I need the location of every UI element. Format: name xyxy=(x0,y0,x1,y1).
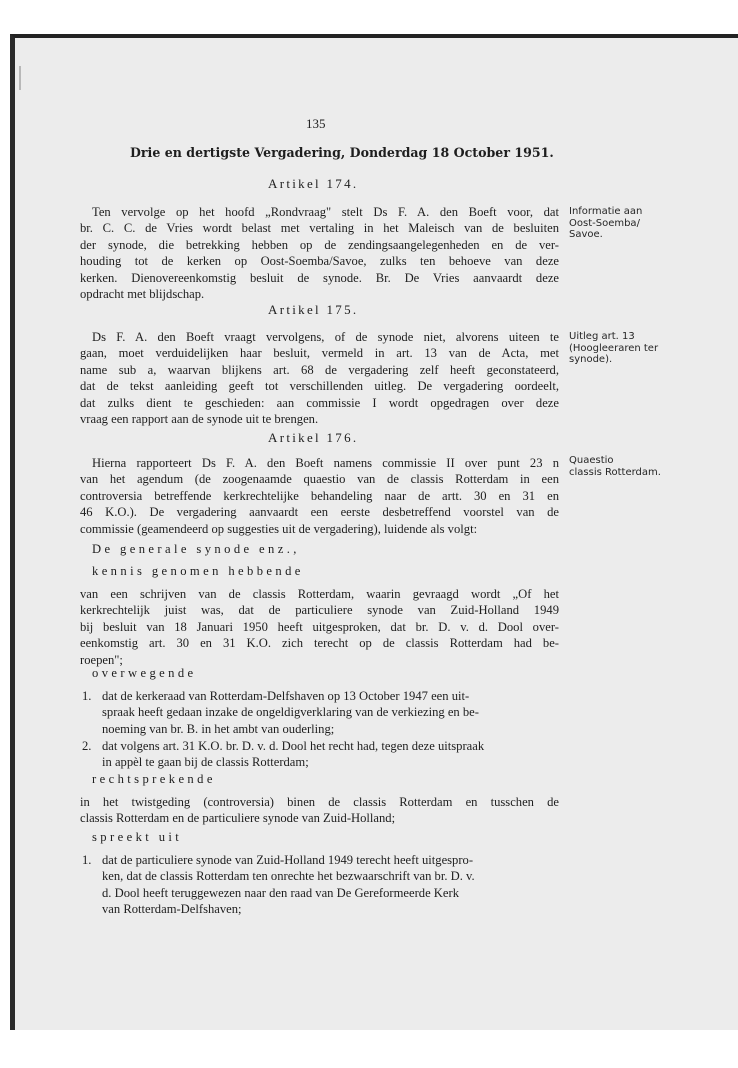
text-line: controversia betreffende kerkrechtelijke behandeling naar de artt. 30 en 31 en xyxy=(80,488,559,503)
article-175-heading: Artikel 175. xyxy=(268,302,359,317)
overwegende-heading: overwegende xyxy=(92,666,197,680)
page-number: 135 xyxy=(306,116,326,131)
text-line: vraag een rapport aan de synode uit te brengen. xyxy=(80,412,319,427)
item-number: 1. xyxy=(82,853,92,867)
text-line: van het agendum (de zoogenaamde quaestio van de classis Rotterdam in een xyxy=(80,472,559,487)
text-line: Hierna rapporteert Ds F. A. den Boeft namens commissie II over punt 23 n xyxy=(92,456,559,470)
text-line: houding tot de kerken op Oost-Soemba/Savoe, zulks ten behoeve van deze xyxy=(80,254,559,269)
article-176-margin-note xyxy=(569,455,661,478)
text-line: opdracht met blijdschap. xyxy=(80,287,205,302)
margin-line: classis Rotterdam. xyxy=(569,466,661,478)
kennis-heading: kennis genomen hebbende xyxy=(92,564,304,578)
text-line: dat zulks dient te geschieden: aan commissie I wordt opgedragen over deze xyxy=(80,395,559,410)
text-line: Ten vervolge op het hoofd „Rondvraag" stelt Ds F. A. den Boeft voor, dat xyxy=(92,205,559,219)
article-174-margin-note xyxy=(569,206,642,241)
text-line: kerkrechtelijk juist was, dat de particuliere synode van Zuid-Holland 1949 xyxy=(80,603,559,618)
text-line: dat de tekst aanleiding geeft tot verschillenden uitleg. De vergadering oordeelt, xyxy=(80,379,559,394)
overwegende-item-2 xyxy=(82,738,559,772)
text-line: eenkomstig art. 30 en 31 K.O. zich terecht op de classis Rotterdam had be- xyxy=(80,636,559,651)
article-174-heading: Artikel 174. xyxy=(268,176,359,191)
article-175-body xyxy=(80,329,559,427)
spreekt-item-1 xyxy=(82,852,559,918)
margin-line: Uitleg art. 13 xyxy=(569,331,635,342)
text-line: der synode, die betrekking hebben op de zendingsaangelegenheden en de ver- xyxy=(80,237,559,252)
text-line: spraak heeft gedaan inzake de ongeldigverklaring van de verkiezing en be- xyxy=(102,705,479,720)
item-number: 2. xyxy=(82,739,92,753)
overwegende-item-1 xyxy=(82,688,559,738)
text-line: d. Dool heeft teruggewezen naar den raad van De Gereformeerde Kerk xyxy=(102,885,459,900)
margin-line: Informatie aan xyxy=(569,206,643,217)
rechtsprekende-heading: rechtsprekende xyxy=(92,772,216,786)
article-175-margin-note xyxy=(569,331,658,366)
text-line: bij besluit van 18 Januari 1950 heeft uitgesproken, dat br. D. v. d. Dool over- xyxy=(80,619,559,634)
kennis-body xyxy=(80,586,559,668)
margin-line: Oost-Soemba/ xyxy=(569,217,640,229)
margin-line: synode). xyxy=(569,354,613,366)
text-line: noeming van br. B. in het ambt van ouderling; xyxy=(102,721,335,736)
text-line: commissie (geamendeerd op suggesties uit de vergadering), luidende als volgt: xyxy=(80,521,478,536)
text-line: name sub a, waarvan blijkens art. 68 de vergadering zelf heeft geconstateerd, xyxy=(80,362,559,377)
article-176-body xyxy=(80,455,559,537)
text-line: ken, dat de classis Rotterdam ten onrechte het bezwaarschrift van br. D. v. xyxy=(102,869,475,884)
margin-line: Savoe. xyxy=(569,229,603,241)
text-line: in appèl te gaan bij de classis Rotterdam; xyxy=(102,755,309,770)
text-line: br. C. C. de Vries wordt belast met vertaling in het Maleisch van de besluiten xyxy=(80,221,559,236)
text-line: dat volgens art. 31 K.O. br. D. v. d. Dool het recht had, tegen deze uitspraak xyxy=(102,739,485,753)
text-line: Ds F. A. den Boeft vraagt vervolgens, of de synode niet, alvorens uiteen te xyxy=(92,330,559,344)
item-number: 1. xyxy=(82,689,92,703)
text-line: in het twistgeding (controversia) binen de classis Rotterdam en tusschen de xyxy=(80,795,559,809)
text-line: dat de kerkeraad van Rotterdam-Delfshaven op 13 October 1947 een uit- xyxy=(102,689,470,703)
text-line: kerken. Dienovereenkomstig besluit de synode. Br. De Vries aanvaardt deze xyxy=(80,270,559,285)
text-line: classis Rotterdam en de particuliere synode van Zuid-Holland; xyxy=(80,811,396,826)
text-line: dat de particuliere synode van Zuid-Holland 1949 terecht heeft uitgespro- xyxy=(102,853,474,867)
text-line: van Rotterdam-Delfshaven; xyxy=(102,902,242,917)
article-174-body xyxy=(80,204,559,302)
text-line: 46 K.O.). De vergadering aanvaardt een eerste desbetreffend voorstel van de xyxy=(80,505,559,520)
rechtsprekende-body xyxy=(80,794,559,827)
text-line: roepen"; xyxy=(80,652,123,667)
spine-mark xyxy=(19,66,21,90)
spreekt-uit-heading: spreekt uit xyxy=(92,830,183,844)
synode-heading: De generale synode enz., xyxy=(92,542,300,556)
text-line: van een schrijven van de classis Rotterdam, waarin gevraagd wordt „Of het xyxy=(80,587,559,601)
text-line: gaan, moet verduidelijken haar besluit, vermeld in art. 13 van de Acta, met xyxy=(80,346,559,361)
page-title: Drie en dertigste Vergadering, Donderdag 18 October 1951. xyxy=(130,145,554,160)
margin-line: Quaestio xyxy=(569,455,614,466)
margin-line: (Hoogleeraren ter xyxy=(569,342,659,354)
article-176-heading: Artikel 176. xyxy=(268,430,359,445)
